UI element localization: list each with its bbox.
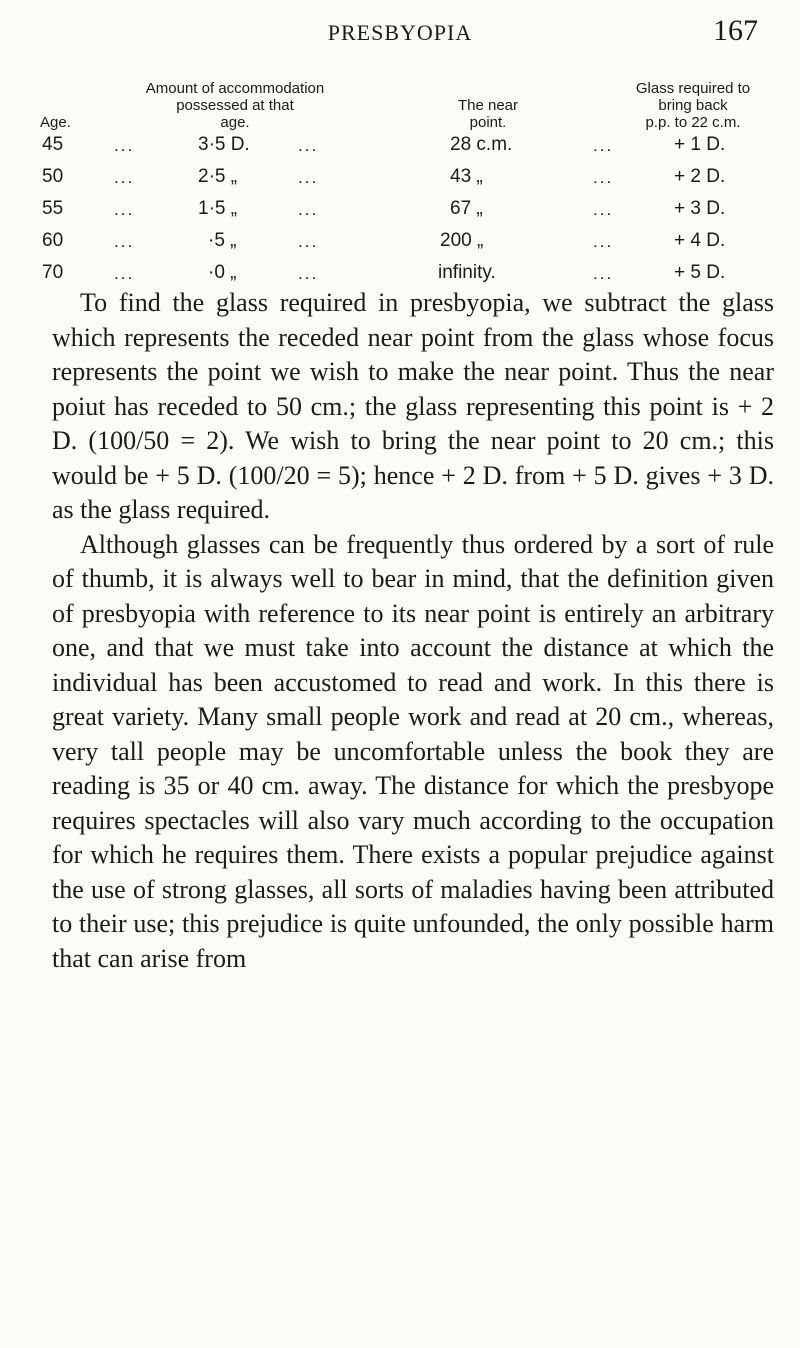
header-accommodation: Amount of accommodation possessed at that age. xyxy=(145,80,325,131)
running-header: PRESBYOPIA xyxy=(327,20,473,45)
header-near-point: The near point. xyxy=(457,97,519,131)
book-page: PRESBYOPIA 167 Age. Amount of accommodation possessed at that age. The near point. Glass required to bring back p.p. to 22 c.m. 45 ... 3·5 D. ... 28 c.m. ... + 1 D. 50 ... 2·5 „ ... 43 „ ... + 2 D. 55 ... 1·5 „ ... 67 „ ... + 3 D. 60 ... ·5 „ ... 200 „ ... + 4 D. 70 ... ·0 „ ... infinity. ... + 5 D. To find the glass required in presbyopia, we subtract the glass which represents the receded near point from the glass whose focus represents the point we wish to make the near point. Thus the near poiut has receded to 50 cm.; the glass representing this point is + 2 D. (100/50 = 2). We wish to bring the near point to 20 cm.; this would be + 5 D. (100/20 = 5); hence + 2 D. from + 5 D. gives + 3 D. as the glass required. Although glasses can be frequently thus ordered by a sort of rule of thumb, it is always well to bear in mind, that the definition given of presbyopia with reference to its near point is entirely an arbitrary one, and that we must take into account the distance at which the individual has been accustomed to read and work. In this there is great variety. Many small people work and read at 20 cm., whereas, very tall people may be uncomfortable unless the book they are reading is 35 or 40 cm. away. The distance for which the presbyope requires spectacles will also vary much according to the occupation for which he requires them. There exists a popular prejudice against the use of strong glasses, all sorts of maladies having been attributed to their use; this prejudice is quite unfounded, the only possible harm that can arise from xyxy=(0,0,800,1348)
body-text xyxy=(52,286,774,976)
header-glass-required: Glass required to bring back p.p. to 22 c.m. xyxy=(635,80,751,131)
paragraph: Although glasses can be frequently thus ordered by a sort of rule of thumb, it is always well to bear in mind, that the definition given of presbyopia with reference to its near point is entirely an arbitrary one, and that we must take into account the distance at which the individual has been accustomed to read and work. In this there is great variety. Many small people work and read at 20 cm., whereas, very tall people may be uncomfortable unless the book they are reading is 35 or 40 cm. away. The distance for which the presbyope requires spectacles will also vary much according to the occupation for which he requires them. There exists a popular prejudice against the use of strong glasses, all sorts of maladies having been attributed to their use; this prejudice is quite unfounded, the only possible harm that can arise from xyxy=(52,529,774,973)
paragraph: To find the glass required in presbyopia, we subtract the glass which represents the receded near point from the glass whose focus represents the point we wish to make the near point. Thus the near poiut has receded to 50 cm.; the glass representing this point is + 2 D. (100/50 = 2). We wish to bring the near point to 20 cm.; this would be + 5 D. (100/20 = 5); hence + 2 D. from + 5 D. gives + 3 D. as the glass required. xyxy=(52,288,774,524)
header-age: Age. xyxy=(40,114,71,131)
page-number: 167 xyxy=(713,14,758,47)
